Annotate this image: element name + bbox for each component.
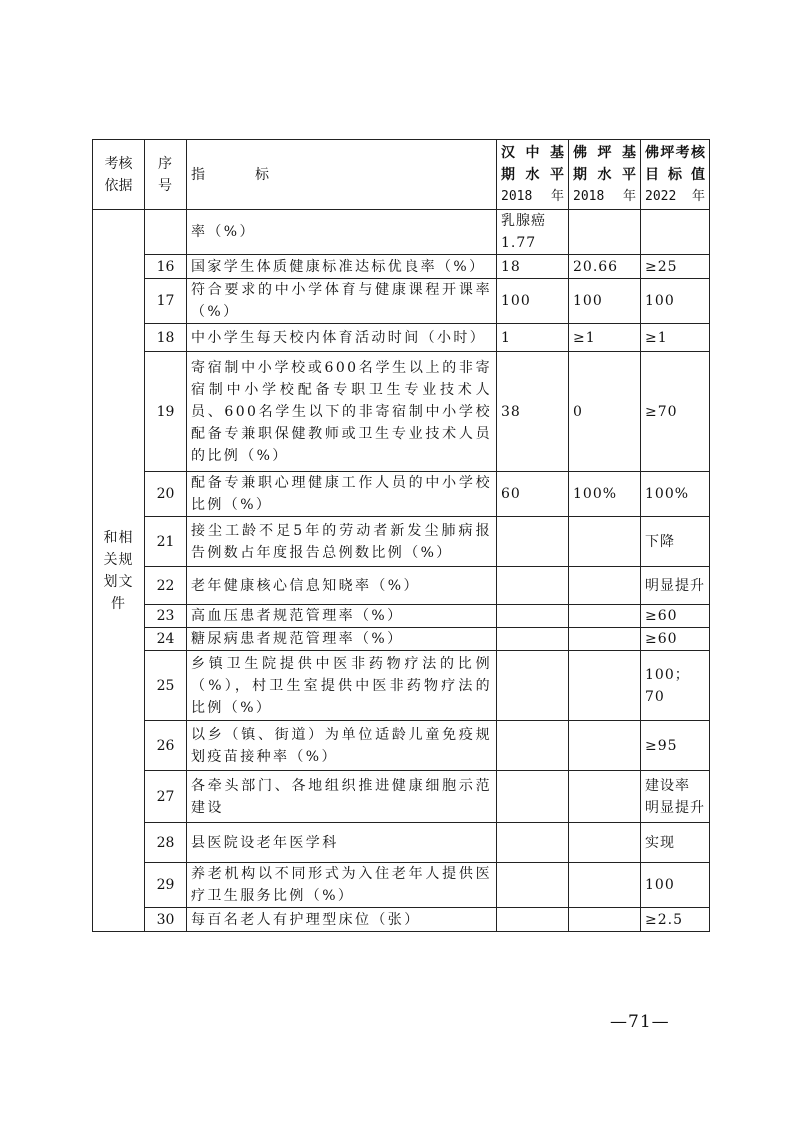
target-value-cell: 100% <box>641 472 710 517</box>
serial-number-cell: 18 <box>145 324 187 352</box>
table-row <box>93 863 710 908</box>
table-row <box>93 517 710 567</box>
hanzhong-value-cell: 1 <box>497 324 569 352</box>
table-row <box>93 255 710 279</box>
foping-value-cell <box>569 721 641 771</box>
table-row <box>93 651 710 721</box>
indicator-cell: 各牵头部门、各地组织推进健康细胞示范建设 <box>187 771 497 823</box>
serial-number-cell: 26 <box>145 721 187 771</box>
foping-value-cell <box>569 771 641 823</box>
serial-number-cell: 25 <box>145 651 187 721</box>
target-value-cell <box>641 210 710 255</box>
foping-value-cell: ≥1 <box>569 324 641 352</box>
header-foping-baseline: 佛坪基 期水平 2018年 <box>569 140 641 210</box>
serial-number-cell: 22 <box>145 567 187 605</box>
hanzhong-value-cell <box>497 628 569 651</box>
foping-value-cell: 100% <box>569 472 641 517</box>
foping-value-cell <box>569 517 641 567</box>
serial-number-cell: 16 <box>145 255 187 279</box>
target-value-cell: 100 <box>641 863 710 908</box>
header-hanzhong-baseline: 汉中基 期水平 2018年 <box>497 140 569 210</box>
indicator-cell: 率（%） <box>187 210 497 255</box>
target-value-cell: ≥95 <box>641 721 710 771</box>
indicator-cell: 中小学生每天校内体育活动时间（小时） <box>187 324 497 352</box>
indicator-cell: 养老机构以不同形式为入住老年人提供医疗卫生服务比例（%） <box>187 863 497 908</box>
table-row <box>93 908 710 932</box>
foping-value-cell <box>569 605 641 628</box>
header-indicator: 指 标 <box>187 140 497 210</box>
table-row <box>93 823 710 863</box>
indicator-cell: 乡镇卫生院提供中医非药物疗法的比例（%），村卫生室提供中医非药物疗法的比例（%） <box>187 651 497 721</box>
hanzhong-value-cell <box>497 651 569 721</box>
foping-value-cell <box>569 651 641 721</box>
serial-number-cell: 29 <box>145 863 187 908</box>
indicator-cell: 符合要求的中小学体育与健康课程开课率（%） <box>187 279 497 324</box>
table-row <box>93 721 710 771</box>
target-value-cell: ≥1 <box>641 324 710 352</box>
hanzhong-value-cell <box>497 567 569 605</box>
indicator-cell: 配备专兼职心理健康工作人员的中小学校比例（%） <box>187 472 497 517</box>
serial-number-cell: 17 <box>145 279 187 324</box>
hanzhong-value-cell: 18 <box>497 255 569 279</box>
foping-value-cell <box>569 567 641 605</box>
table-row <box>93 628 710 651</box>
hanzhong-value-cell <box>497 721 569 771</box>
foping-value-cell: 100 <box>569 279 641 324</box>
serial-number-cell <box>145 210 187 255</box>
foping-value-cell <box>569 908 641 932</box>
hanzhong-value-cell <box>497 823 569 863</box>
target-value-cell: ≥60 <box>641 605 710 628</box>
table-row <box>93 352 710 472</box>
target-value-cell: ≥25 <box>641 255 710 279</box>
serial-number-cell: 20 <box>145 472 187 517</box>
table-row <box>93 210 710 255</box>
target-value-cell: ≥70 <box>641 352 710 472</box>
page-number: —71— <box>610 1012 670 1032</box>
foping-value-cell <box>569 628 641 651</box>
foping-value-cell: 0 <box>569 352 641 472</box>
indicator-table <box>92 139 710 932</box>
hanzhong-value-cell <box>497 605 569 628</box>
serial-number-cell: 19 <box>145 352 187 472</box>
target-value-cell: 实现 <box>641 823 710 863</box>
target-value-cell: 建设率 明显提升 <box>641 771 710 823</box>
foping-value-cell: 20.66 <box>569 255 641 279</box>
target-value-cell: 100 <box>641 279 710 324</box>
target-value-cell: ≥60 <box>641 628 710 651</box>
table-header-row <box>93 140 710 210</box>
header-serial-number: 序 号 <box>145 140 187 210</box>
indicator-cell: 老年健康核心信息知晓率（%） <box>187 567 497 605</box>
indicator-cell: 每百名老人有护理型床位（张） <box>187 908 497 932</box>
header-foping-target: 佛坪考核 目标值 2022年 <box>641 140 710 210</box>
table-row <box>93 605 710 628</box>
indicator-cell: 寄宿制中小学校或600名学生以上的非寄宿制中小学校配备专职卫生专业技术人员、600名学生以下的非寄宿制中小学校配备专兼职保健教师或卫生专业技术人员的比例（%） <box>187 352 497 472</box>
hanzhong-value-cell <box>497 908 569 932</box>
indicator-cell: 以乡（镇、街道）为单位适龄儿童免疫规划疫苗接种率（%） <box>187 721 497 771</box>
target-value-cell: 下降 <box>641 517 710 567</box>
indicator-cell: 高血压患者规范管理率（%） <box>187 605 497 628</box>
indicator-cell: 国家学生体质健康标准达标优良率（%） <box>187 255 497 279</box>
hanzhong-value-cell: 100 <box>497 279 569 324</box>
indicator-cell: 糖尿病患者规范管理率（%） <box>187 628 497 651</box>
table-row <box>93 279 710 324</box>
foping-value-cell <box>569 210 641 255</box>
serial-number-cell: 27 <box>145 771 187 823</box>
foping-value-cell <box>569 863 641 908</box>
hanzhong-value-cell <box>497 863 569 908</box>
target-value-cell: ≥2.5 <box>641 908 710 932</box>
table-row <box>93 324 710 352</box>
indicator-cell: 县医院设老年医学科 <box>187 823 497 863</box>
table-row <box>93 771 710 823</box>
header-basis: 考核 依据 <box>93 140 145 210</box>
serial-number-cell: 24 <box>145 628 187 651</box>
foping-value-cell <box>569 823 641 863</box>
table-body <box>93 210 710 932</box>
table-row <box>93 472 710 517</box>
basis-cell: 和相 关规 划文 件 <box>93 210 145 932</box>
serial-number-cell: 21 <box>145 517 187 567</box>
serial-number-cell: 23 <box>145 605 187 628</box>
hanzhong-value-cell <box>497 771 569 823</box>
hanzhong-value-cell: 60 <box>497 472 569 517</box>
serial-number-cell: 28 <box>145 823 187 863</box>
table-row <box>93 567 710 605</box>
target-value-cell: 明显提升 <box>641 567 710 605</box>
hanzhong-value-cell: 乳腺癌 1.77 <box>497 210 569 255</box>
target-value-cell: 100；70 <box>641 651 710 721</box>
serial-number-cell: 30 <box>145 908 187 932</box>
indicator-cell: 接尘工龄不足5年的劳动者新发尘肺病报告例数占年度报告总例数比例（%） <box>187 517 497 567</box>
hanzhong-value-cell <box>497 517 569 567</box>
hanzhong-value-cell: 38 <box>497 352 569 472</box>
